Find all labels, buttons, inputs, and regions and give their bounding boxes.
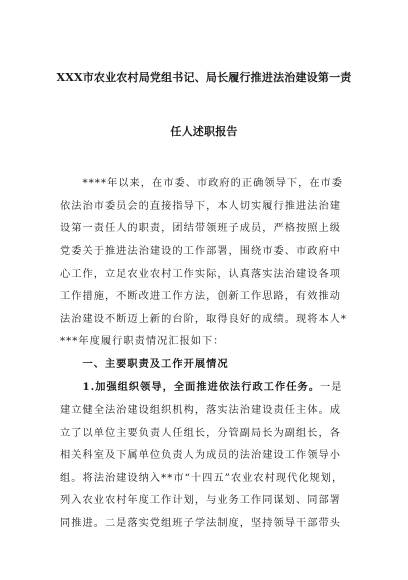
document-title-line-2: 任人述职报告 (170, 125, 238, 138)
paragraph-line: 立了以单位主要负责人任组长，分管副局长为副组长，各 (60, 428, 341, 439)
paragraph-line: 法治建设不断迈上新的台阶，取得良好的成绩。现将本人* (60, 314, 348, 325)
item-bold-lead: 1.加强组织领导，全面推进依法行政工作任务。 (60, 381, 320, 393)
paragraph-line: 相关科室及下属单位负责人为成员的法治建设工作领导小 (60, 450, 341, 461)
paragraph-line: ***年度履行职责情况汇报如下： (60, 336, 225, 347)
paragraph-line: 列入农业农村年度工作计划，与业务工作同谋划、同部署 (60, 495, 341, 506)
paragraph-line: 依法治市委员会的直接指导下，本人切实履行推进法治建 (60, 201, 341, 212)
paragraph-line: 组。将法治建设纳入**市“十四五”农业农村现代化规划， (60, 473, 344, 484)
paragraph-line: 心工作，立足农业农村工作实际，认真落实法治建设各项 (60, 269, 341, 280)
item-line (60, 378, 360, 393)
paragraph-line: 建立健全法治建设组织机构，落实法治建设责任主体。成 (60, 405, 341, 416)
paragraph-line: ****年以来，在市委、市政府的正确领导下，在市委 (60, 178, 344, 189)
paragraph-line: 党委关于推进法治建设的工作部署，围绕市委、市政府中 (60, 246, 341, 257)
document-title-line-1: XXX市农业农村局党组书记、局长履行推进法治建设第一责 (56, 71, 352, 84)
paragraph-line: 工作措施，不断改进工作方法，创新工作思路，有效推动 (60, 291, 341, 302)
section-heading: 一、主要职责及工作开展情况 (60, 358, 229, 370)
item-continuation: 一是 (319, 382, 343, 393)
paragraph-line: 同推进。二是落实党组班子学法制度，坚持领导干部带头 (60, 518, 341, 529)
paragraph-line: 设第一责任人的职责，团结带领班子成员，严格按照上级 (60, 223, 341, 234)
